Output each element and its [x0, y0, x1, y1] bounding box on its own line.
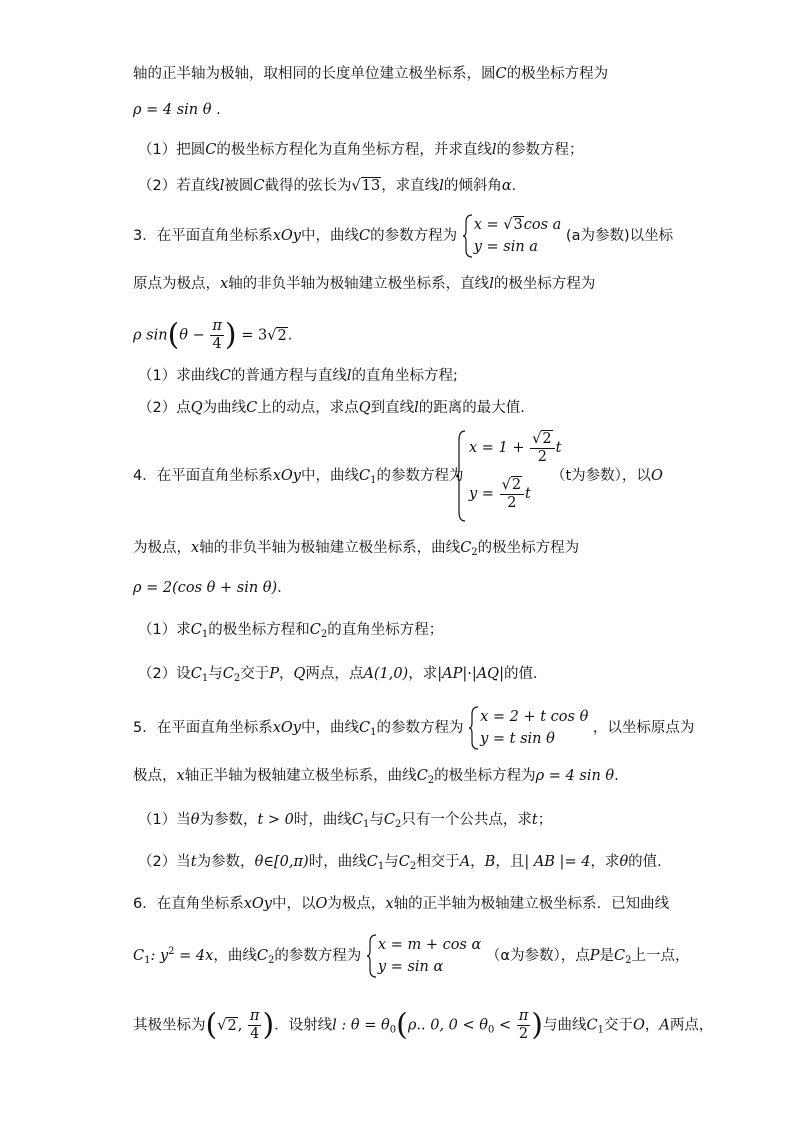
- p5-eq-x: x = 2 + t cos θ: [480, 709, 589, 725]
- p6-line2: $C_1$: $y^2 = 4x$，曲线$C_2$的参数方程为 x = m + cos α y = sin α （α为参数），点P是$C_2$上一点，: [133, 934, 689, 978]
- p2-polar-equation: ρ = 4 sin θ .: [133, 102, 221, 118]
- p5-line2: 极点，x轴正半轴为极轴建立极坐标系，曲线$C_2$的极坐标方程为ρ = 4 sin θ.: [133, 768, 619, 786]
- p6-parametric-system: [366, 934, 481, 978]
- p4-line2: 为极点，x轴的非负半轴为极轴建立极坐标系，曲线$C_2$的极坐标方程为: [133, 540, 580, 558]
- p3-question-1: （1）求曲线C的普通方程与直线l的直角坐标方程;: [138, 368, 458, 384]
- p6-eq-x: x = m + cos α: [377, 937, 482, 953]
- p4-question-1: （1）求$C_1$的极坐标方程和$C_2$的直角坐标方程；: [138, 622, 444, 640]
- p4-eq-y: y = $\frac{√2}{2}$ t: [469, 477, 531, 511]
- p3-line2: 原点为极点，x轴的非负半轴为极轴建立极坐标系，直线l的极坐标方程为: [133, 276, 596, 292]
- p4-polar-equation: ρ = 2(cos θ + sin θ)．: [133, 580, 292, 596]
- left-brace-icon: [462, 214, 474, 258]
- p2-question-1: （1）把圆C的极坐标方程化为直角坐标方程，并求直线l的参数方程；: [138, 142, 584, 158]
- p6-line1: 6．在直角坐标系xOy中，以O为极点，x轴的正半轴为极轴建立极坐标系．已知曲线: [133, 896, 670, 912]
- p5-question-2: （2）当t为参数，θ∈[0,π)时，曲线$C_1$与$C_2$相交于A，B，且| AB |= 4，求θ的值.: [138, 854, 662, 872]
- p5-eq-y: y = t sin θ: [480, 731, 555, 747]
- p3-eq-y: y = sin a: [473, 239, 538, 255]
- p6-eq-y: y = sin α: [377, 959, 444, 975]
- p5-statement: 5．在平面直角坐标系xOy中，曲线$C_1$的参数方程为 x = 2 + t cos θ y = t sin θ ，以坐标原点为: [133, 706, 694, 750]
- document-page: 轴的正半轴为极轴，取相同的长度单位建立极坐标系，圆C的极坐标方程为 ρ = 4 sin θ . （1）把圆C的极坐标方程化为直角坐标方程，并求直线l的参数方程； （2）若直线l被圆C截得的弦长为√13，求直线l的倾斜角α． 3．在平面直角坐标系xOy中，曲线C的参数方程为 x = √3cos a y = sin a (a为参数)以坐标 原点为极点，x轴的非负半轴为极轴建立极坐标系，直线l的极坐标方程为 ρ sin(θ − $\frac{\pi}{4}$ ) = 3√2. （1）求曲线C的普通方程与直线l的直角坐标方程; （2）点Q为曲线C上的动点，求点Q到直线l的距离的最大值. 4．在平面直角坐标系xOy中，曲线$C_1$的参数方程为 x = 1 + $\frac{√2}{2}$ t y = $\frac{√2}{2}$ t （t为参数），以O 为极点，x轴的非负半轴为极轴建立极坐标系，曲线$C_2$的极坐标方程为 ρ = 2(cos θ + sin θ)． （1）求$C_1$的极坐标方程和$C_2$的直角坐标方程； （2）设$C_1$与$C_2$交于P，Q两点，点A(1,0)，求|AP|·|AQ|的值． 5．在平面直角坐标系xOy中，曲线$C_1$的参数方程为 x = 2 + t cos θ y = t sin θ ，以坐标原点为 极点，x轴正半轴为极轴建立极坐标系，曲线$C_2$的极坐标方程为ρ = 4 sin θ. （1）当θ为参数，t > 0时，曲线$C_1$与$C_2$只有一个公共点，求t； （2）当t为参数，θ∈[0,π)时，曲线$C_1$与$C_2$相交于A，B，且| AB |= 4，求θ的值. 6．在直角坐标系xOy中，以O为极点，x轴的正半轴为极轴建立极坐标系．已知曲线 $C_1$: $y^2 = 4x$，曲线$C_2$的参数方程为 x = m + cos α y = sin α （α为参数），点P是$C_2$上一点， 其极坐标为(√2, $\frac{\pi}{4}$ )．设射线l : $\theta = \theta_0(\rho$.. 0, $0 < \theta_0$ < $\frac{\pi}{2}$ )与曲线$C_1$交于O，A两点，: [133, 66, 714, 1043]
- p3-question-2: （2）点Q为曲线C上的动点，求点Q到直线l的距离的最大值.: [138, 400, 525, 416]
- p2-line1: 轴的正半轴为极轴，取相同的长度单位建立极坐标系，圆C的极坐标方程为: [133, 66, 609, 82]
- p3-eq-x: x = √3cos a: [473, 217, 562, 233]
- p5-parametric-system: [468, 706, 588, 750]
- left-brace-icon: [366, 934, 378, 978]
- p3-parametric-system: [462, 214, 562, 258]
- p4-question-2: （2）设$C_1$与$C_2$交于P，Q两点，点A(1,0)，求|AP|·|AQ|的值．: [138, 666, 548, 684]
- p4-eq-x: x = 1 + $\frac{√2}{2}$ t: [469, 431, 562, 465]
- p4-parametric-system: [455, 430, 561, 522]
- p3-polar-line: ρ sin(θ − $\frac{\pi}{4}$ ) = 3√2.: [133, 317, 293, 353]
- p3-statement: 3．在平面直角坐标系xOy中，曲线C的参数方程为 x = √3cos a y = sin a (a为参数)以坐标: [133, 214, 673, 258]
- left-brace-icon: [468, 706, 480, 750]
- left-brace-icon: [455, 430, 467, 522]
- p5-question-1: （1）当θ为参数，t > 0时，曲线$C_1$与$C_2$只有一个公共点，求t；: [138, 812, 553, 830]
- p6-line3: 其极坐标为(√2, $\frac{\pi}{4}$ )．设射线l : $\theta = \theta_0(\rho$.. 0, $0 < \theta_0$ < $\frac{\pi}{2}$ )与曲线$C_1$交于O，A两点，: [133, 1007, 714, 1043]
- p2-question-2: （2）若直线l被圆C截得的弦长为√13，求直线l的倾斜角α．: [138, 178, 527, 194]
